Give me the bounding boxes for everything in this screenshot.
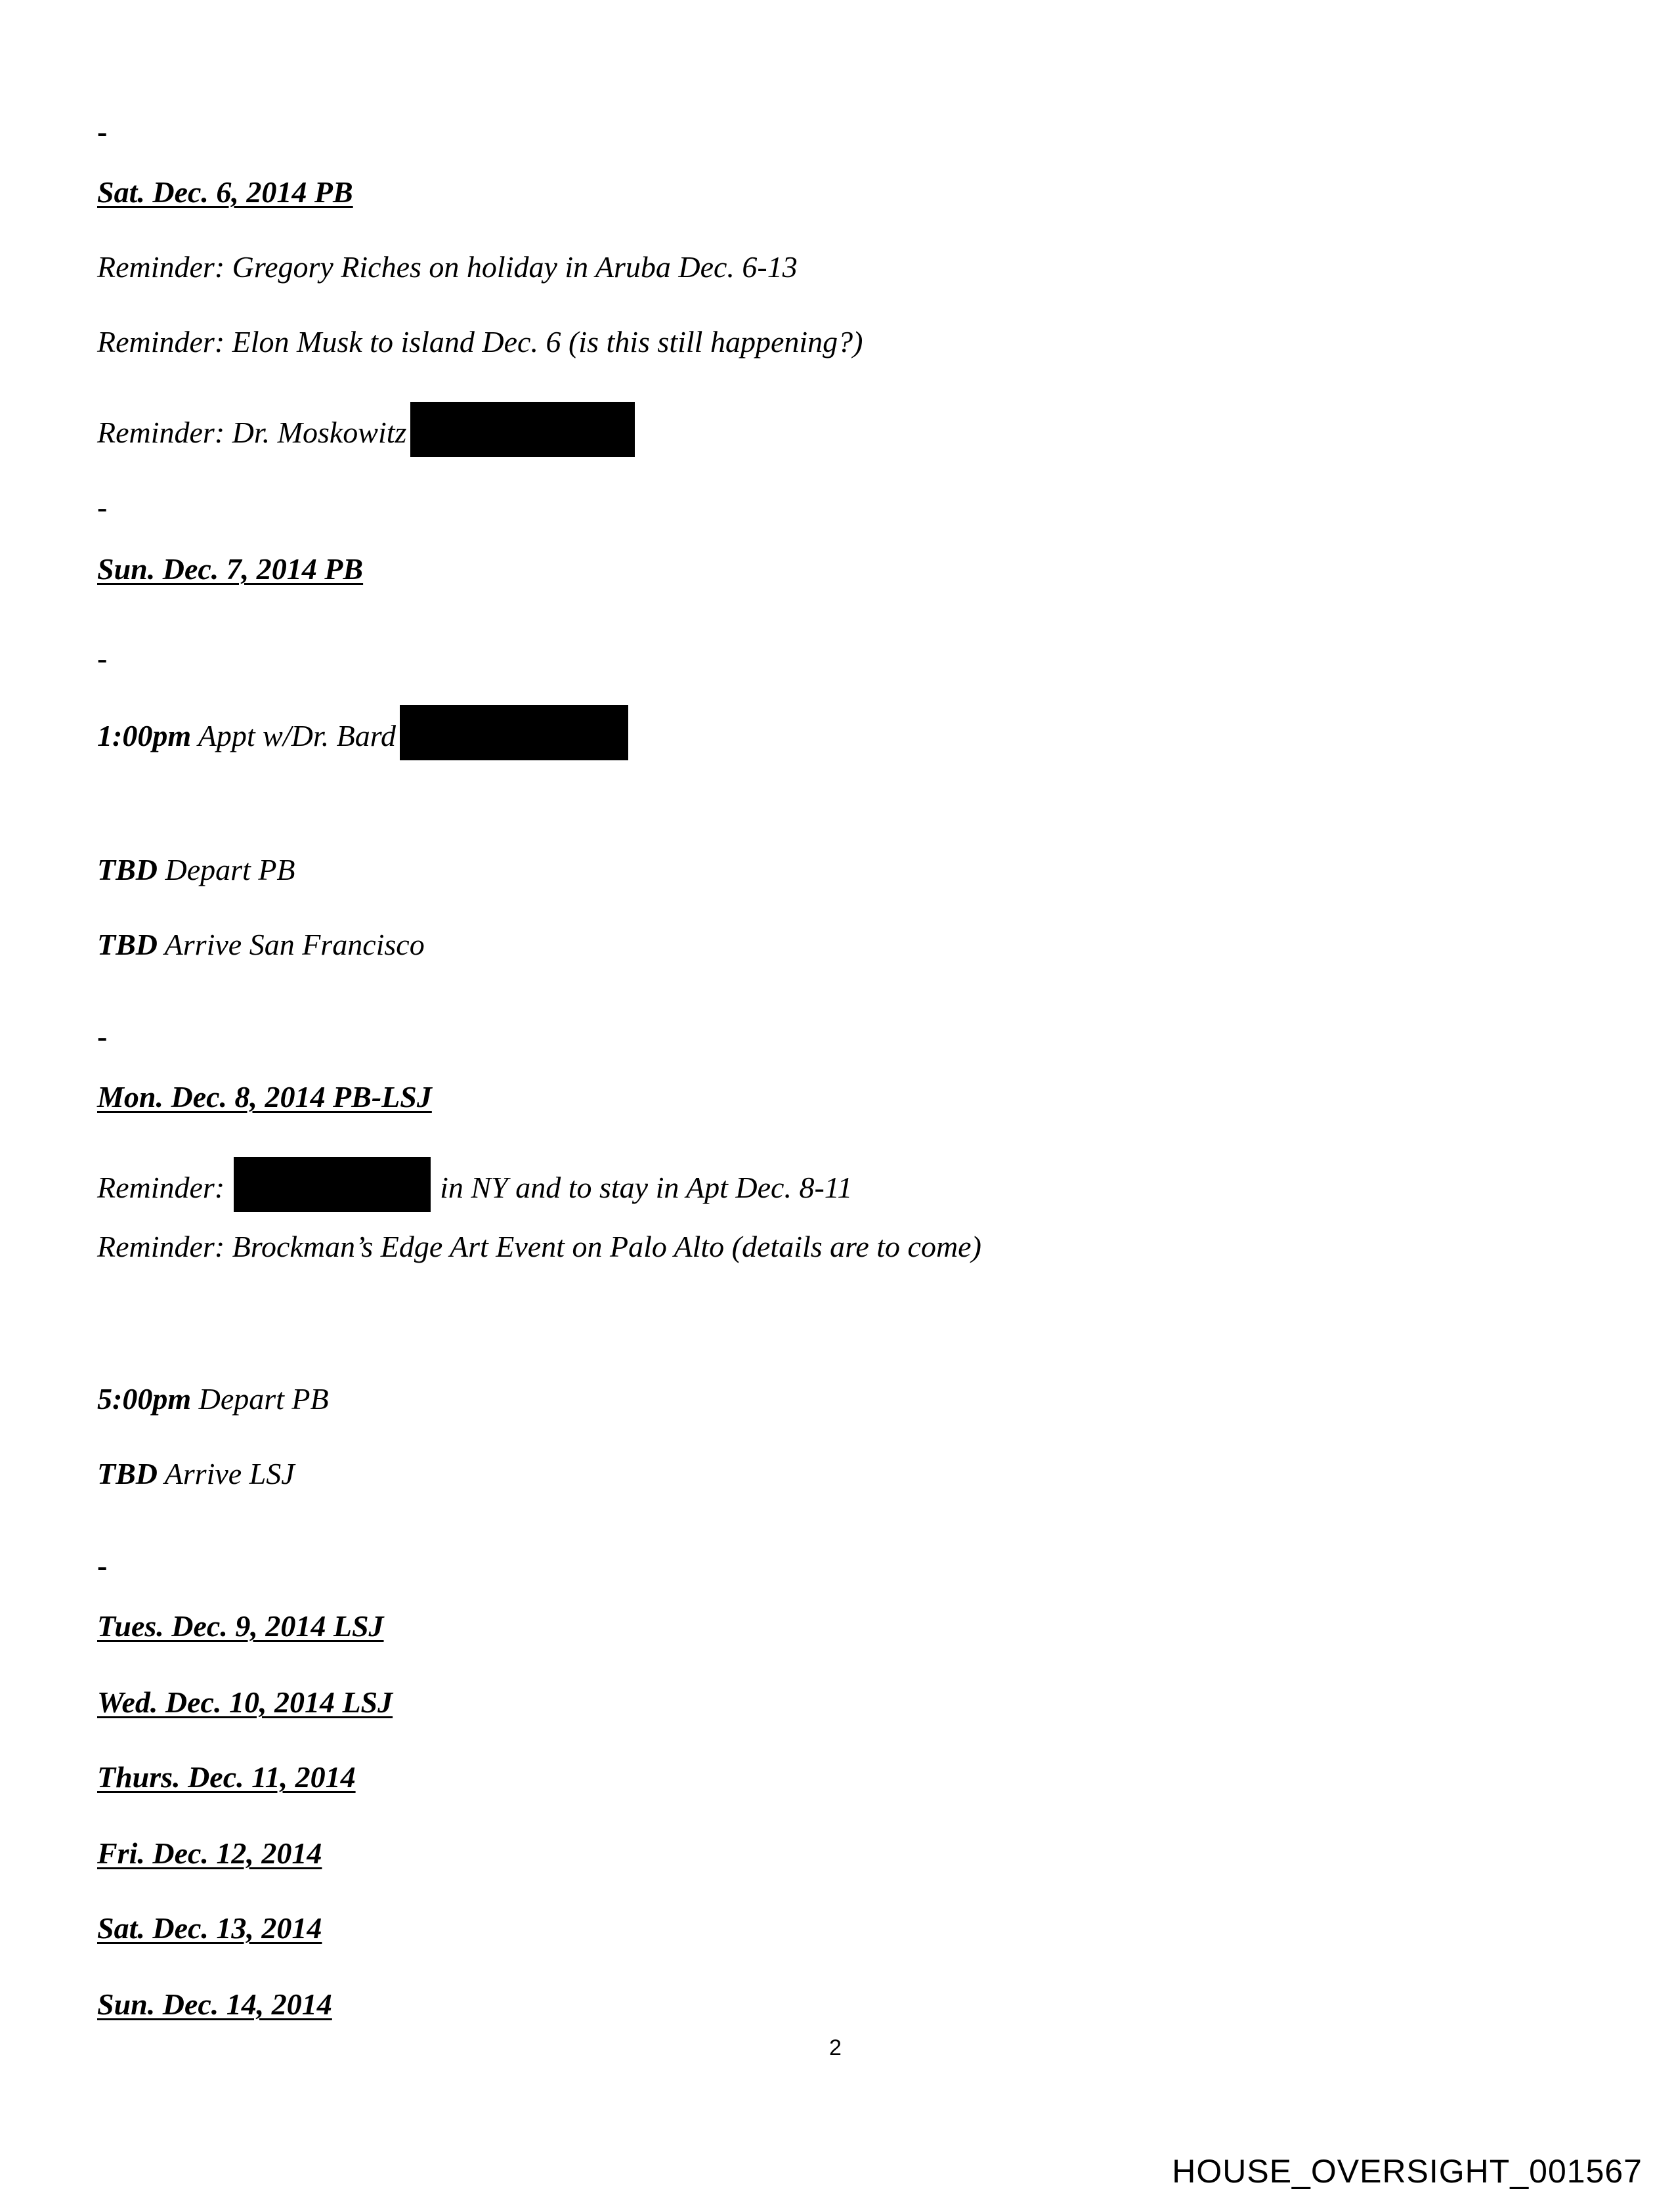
entry-text: Arrive San Francisco	[164, 928, 425, 961]
redaction-box	[234, 1157, 431, 1212]
day-heading: Tues. Dec. 9, 2014 LSJ	[97, 1609, 384, 1643]
reminder-line	[97, 1157, 852, 1212]
section-divider: -	[97, 1549, 108, 1582]
entry-time: TBD	[97, 853, 158, 886]
day-heading: Wed. Dec. 10, 2014 LSJ	[97, 1685, 393, 1719]
day-heading-sun-dec-7: Sun. Dec. 7, 2014 PB	[97, 552, 364, 586]
bates-number: HOUSE_OVERSIGHT_001567	[1172, 2153, 1642, 2190]
section-divider: -	[97, 115, 108, 148]
entry-time: TBD	[97, 1457, 158, 1490]
day-heading-mon-dec-8: Mon. Dec. 8, 2014 PB-LSJ	[97, 1080, 432, 1114]
section-divider: -	[97, 490, 108, 524]
entry-text: Arrive LSJ	[164, 1457, 295, 1490]
schedule-entry	[97, 930, 425, 960]
schedule-entry	[97, 855, 295, 885]
section-divider: -	[97, 641, 108, 675]
entry-time: 5:00pm	[97, 1382, 192, 1416]
entry-text: Depart PB	[198, 1382, 329, 1416]
reminder-line: Reminder: Gregory Riches on holiday in Aruba Dec. 6-13	[97, 250, 798, 284]
entry-time: TBD	[97, 928, 158, 961]
redaction-box	[400, 705, 628, 760]
day-heading: Sat. Dec. 13, 2014	[97, 1911, 322, 1945]
entry-text: Depart PB	[165, 853, 295, 886]
reminder-line	[97, 402, 635, 457]
section-divider: -	[97, 1020, 108, 1053]
page-number: 2	[829, 2035, 842, 2060]
reminder-line: Reminder: Elon Musk to island Dec. 6 (is this still happening?)	[97, 325, 863, 358]
schedule-entry	[97, 1384, 329, 1414]
entry-text: Appt w/Dr. Bard	[198, 719, 396, 752]
schedule-entry	[97, 705, 628, 760]
reminder-text: in NY and to stay in Apt Dec. 8-11	[440, 1171, 853, 1204]
day-heading: Thurs. Dec. 11, 2014	[97, 1760, 356, 1794]
entry-time: 1:00pm	[97, 719, 192, 752]
reminder-text: Reminder:	[97, 1171, 225, 1204]
day-heading-sat-dec-6: Sat. Dec. 6, 2014 PB	[97, 175, 353, 209]
schedule-entry	[97, 1459, 295, 1489]
reminder-text: Reminder: Dr. Moskowitz	[97, 416, 407, 449]
day-heading: Fri. Dec. 12, 2014	[97, 1836, 322, 1870]
reminder-line: Reminder: Brockman’s Edge Art Event on Palo Alto (details are to come)	[97, 1230, 981, 1263]
redaction-box	[410, 402, 635, 457]
day-heading: Sun. Dec. 14, 2014	[97, 1987, 332, 2021]
